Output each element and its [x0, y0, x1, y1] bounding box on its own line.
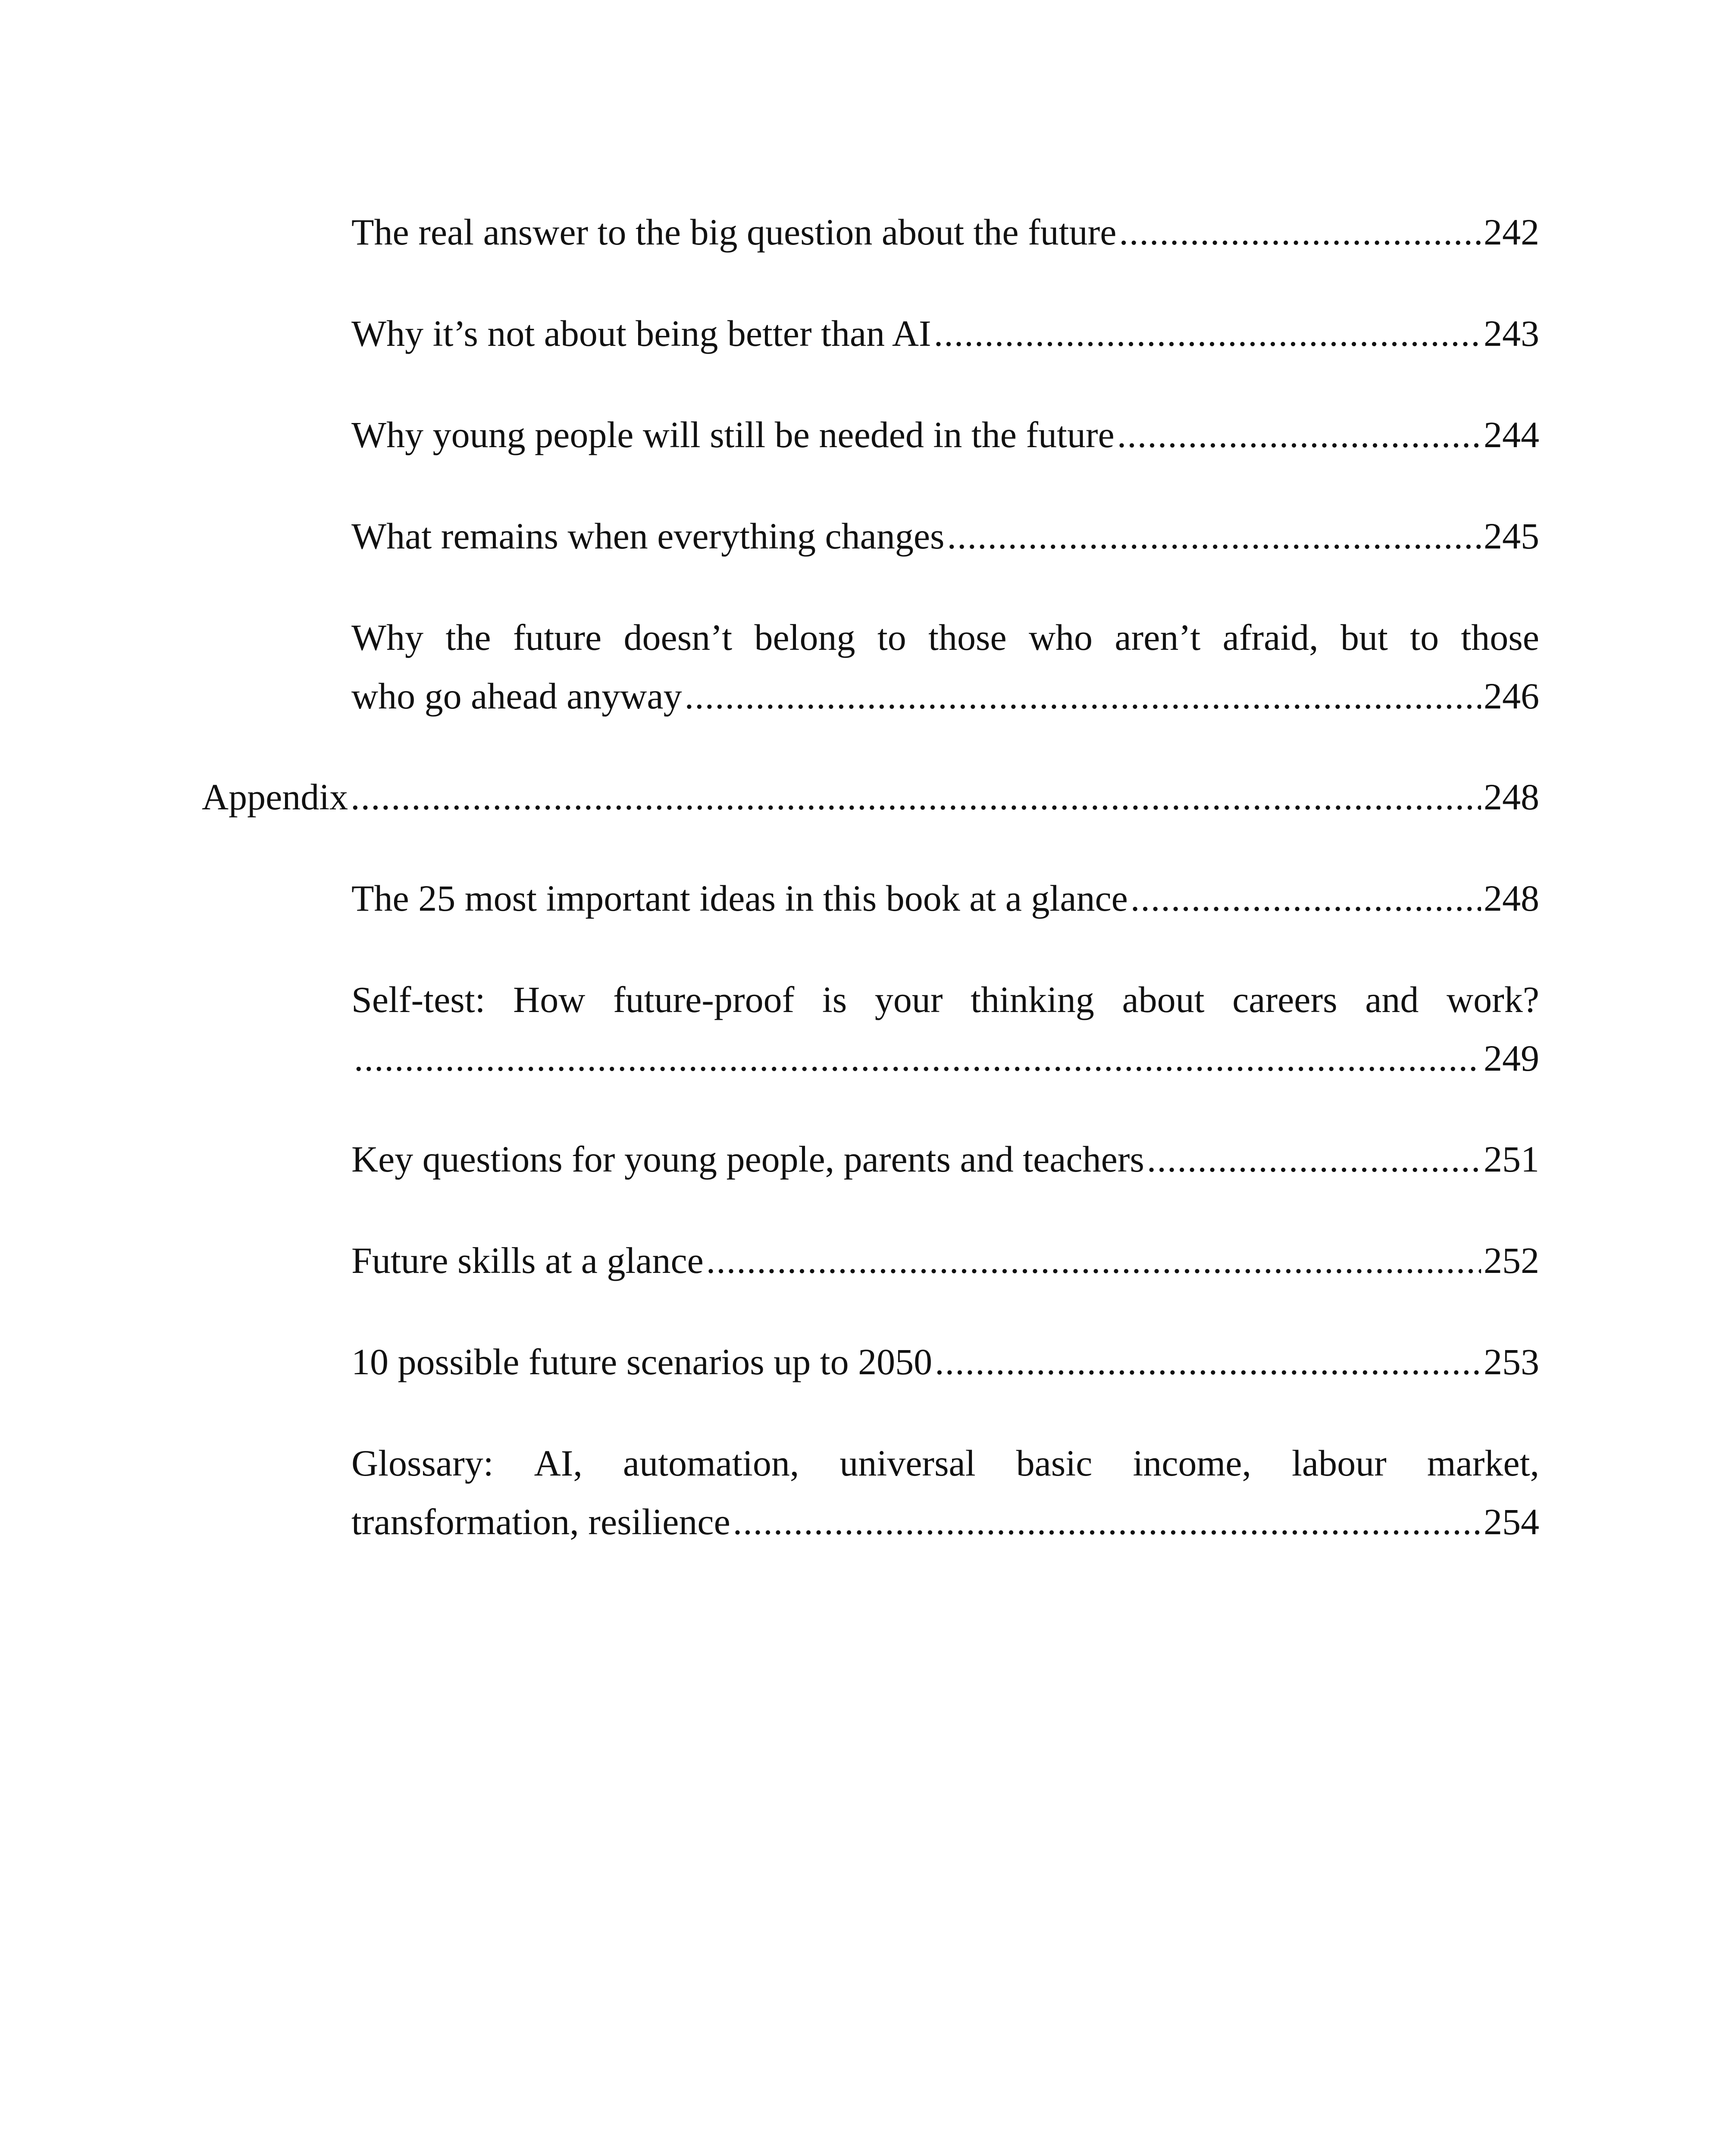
toc-entry[interactable]: [351, 507, 1539, 565]
toc-page-number: 243: [1484, 313, 1539, 354]
toc-entry-title-line2: transformation, resilience: [351, 1501, 730, 1542]
toc-section-title: Appendix: [202, 776, 348, 818]
toc-entry[interactable]: [351, 1434, 1539, 1551]
toc-page-number: 251: [1484, 1138, 1539, 1180]
toc-entry-title-line1: Why the future doesn’t belong to those who aren’t afraid, but to those: [351, 617, 1539, 658]
toc-entry-title: The 25 most important ideas in this book at a glance: [351, 877, 1128, 919]
toc-page-number: 248: [1484, 877, 1539, 919]
dot-leader: [1117, 405, 1481, 464]
toc-entry-title: Key questions for young people, parents and teachers: [351, 1138, 1144, 1180]
toc-page-number: 245: [1484, 515, 1539, 557]
dot-leader: [1131, 869, 1481, 928]
toc-entry-title: Why young people will still be needed in the future: [351, 414, 1115, 455]
toc-entry[interactable]: [351, 1332, 1539, 1391]
toc-entry-title: Future skills at a glance: [351, 1240, 704, 1281]
toc-entry[interactable]: [351, 869, 1539, 928]
toc-entry[interactable]: [351, 203, 1539, 261]
dot-leader: [706, 1231, 1481, 1290]
toc-page-number: 249: [1484, 1037, 1539, 1079]
dot-leader: [351, 768, 1481, 826]
toc-entry-title: The real answer to the big question about the future: [351, 211, 1117, 253]
toc-section-entry[interactable]: [202, 768, 1539, 826]
toc-entry[interactable]: [351, 304, 1539, 363]
toc-page-number: 253: [1484, 1341, 1539, 1382]
dot-leader: [947, 507, 1481, 565]
toc-entry-title: Why it’s not about being better than AI: [351, 313, 931, 354]
toc-page-number: 242: [1484, 211, 1539, 253]
dot-leader: [1147, 1130, 1481, 1188]
dot-leader: [685, 667, 1481, 725]
toc-entry[interactable]: [351, 405, 1539, 464]
dot-leader: [934, 304, 1481, 363]
toc-entry-title-line2: who go ahead anyway: [351, 675, 682, 717]
toc-entry-title-line1: Glossary: AI, automation, universal basic income, labour market,: [351, 1442, 1539, 1484]
toc-entry-title-line1: Self-test: How future-proof is your thinking about careers and work?: [351, 979, 1539, 1020]
toc-entry[interactable]: [351, 970, 1539, 1087]
dot-leader: [935, 1332, 1481, 1391]
dot-leader: [733, 1492, 1481, 1551]
toc-entry[interactable]: [351, 1231, 1539, 1290]
toc-entry-title: What remains when everything changes: [351, 515, 945, 557]
toc-page-number: 252: [1484, 1240, 1539, 1281]
toc-page-number: 254: [1484, 1501, 1539, 1542]
toc-entry[interactable]: [351, 608, 1539, 725]
toc-page-number: 244: [1484, 414, 1539, 455]
dot-leader: [1119, 203, 1481, 261]
toc-entry-title: 10 possible future scenarios up to 2050: [351, 1341, 933, 1382]
toc-entry[interactable]: [351, 1130, 1539, 1188]
toc-page-number: 246: [1484, 675, 1539, 717]
dot-leader: [354, 1029, 1481, 1087]
toc-page-number: 248: [1484, 776, 1539, 818]
